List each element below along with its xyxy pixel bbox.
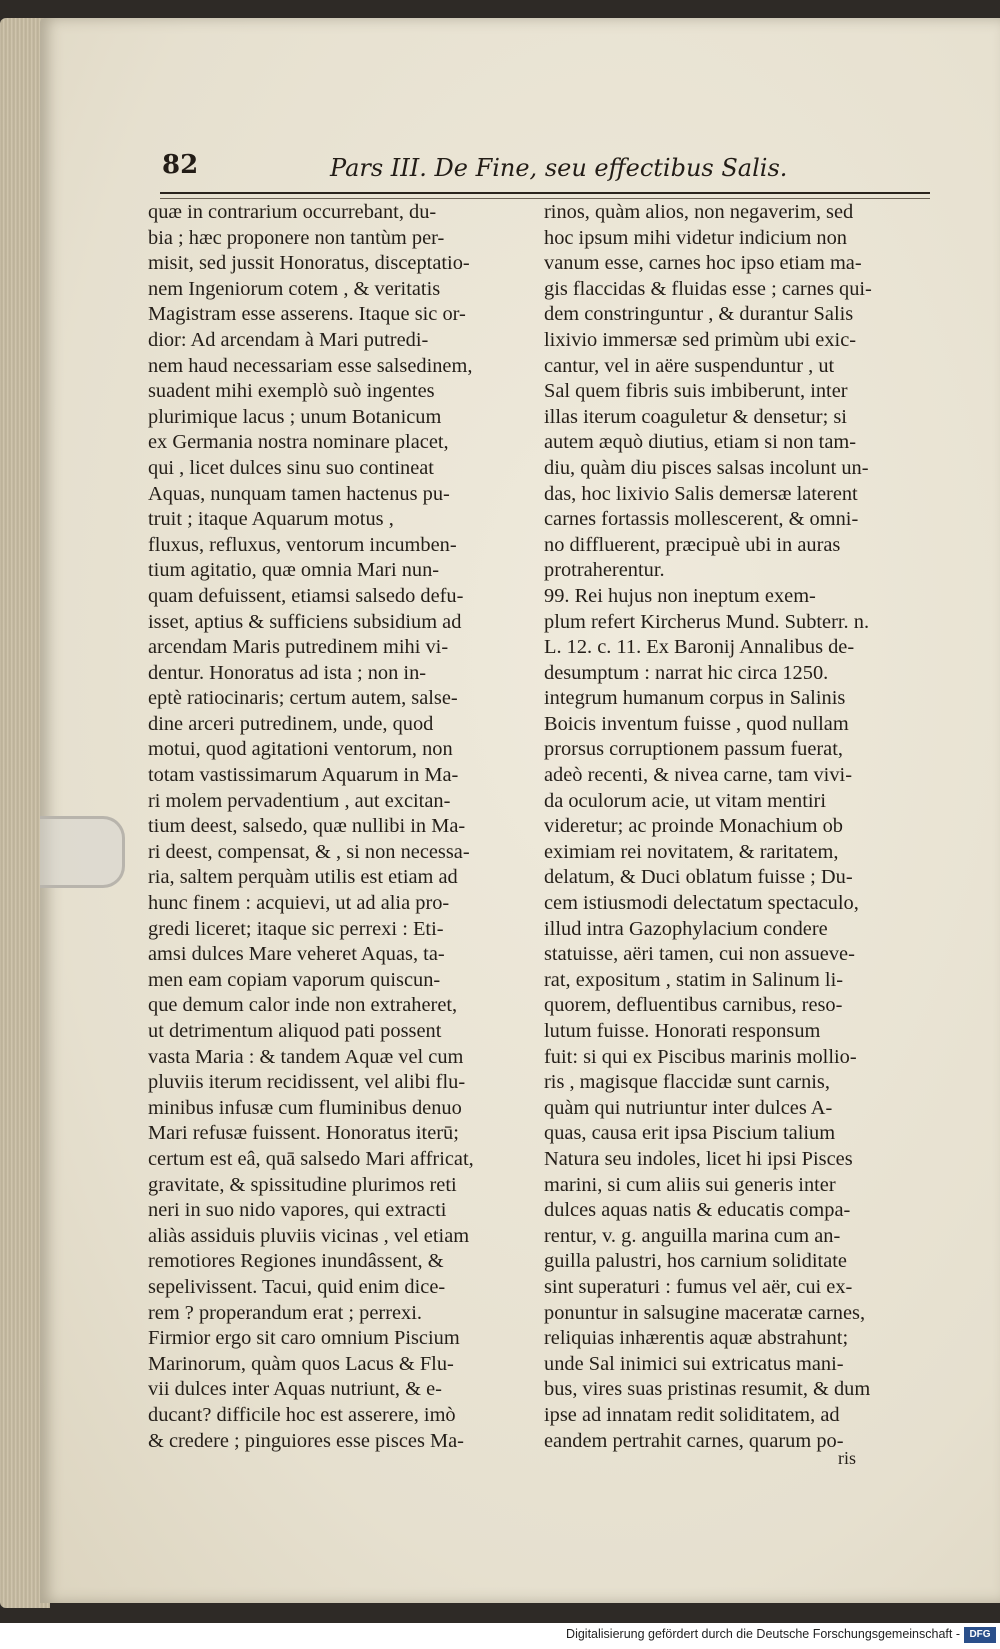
text-line: plum refert Kircherus Mund. Subterr. n. — [544, 610, 870, 633]
header-rule — [160, 192, 930, 199]
text-line: motui, quod agitationi ventorum, non — [148, 738, 453, 761]
dfg-logo: DFG — [964, 1627, 996, 1643]
text-line: ria, saltem perquàm utilis est etiam ad — [148, 866, 458, 889]
text-line: suadent mihi exemplò suò ingentes — [148, 380, 435, 403]
text-line: ris , magisque flaccidæ sunt carnis, — [544, 1071, 830, 1094]
text-line: rentur, v. g. anguilla marina cum an- — [544, 1224, 841, 1247]
text-line: Sal quem fibris suis imbiberunt, inter — [544, 380, 848, 403]
text-line: Firmior ergo sit caro omnium Piscium — [148, 1327, 460, 1350]
text-line: quas, causa erit ipsa Piscium talium — [544, 1122, 836, 1145]
text-line: Magistram esse asserens. Itaque sic or- — [148, 303, 466, 326]
footer-bar — [0, 1623, 1000, 1649]
text-line: rinos, quàm alios, non negaverim, sed — [544, 201, 854, 223]
text-line: hunc finem : acquievi, ut ad alia pro- — [148, 892, 450, 915]
text-line: nem haud necessariam esse salsedinem, — [148, 354, 473, 377]
running-title: Pars III. De Fine, seu effectibus Salis. — [330, 154, 788, 182]
text-line: marini, si cum aliis sui generis inter — [544, 1173, 836, 1196]
text-line: lixivio immersæ sed primùm ubi exic- — [544, 328, 857, 351]
text-line: dentur. Honoratus ad ista ; non in- — [148, 661, 427, 684]
text-line: dem constringuntur , & durantur Salis — [544, 303, 854, 326]
text-line: minibus infusæ cum fluminibus denuo — [148, 1096, 462, 1119]
left-text-column — [148, 200, 518, 1454]
text-line: dine arceri putredinem, unde, quod — [148, 712, 434, 735]
text-line: Aquas, nunquam tamen hactenus pu- — [148, 482, 450, 505]
text-line: gredi liceret; itaque sic perrexi : Eti- — [148, 917, 444, 940]
text-line: qui , licet dulces sinu suo contineat — [148, 456, 434, 479]
text-line: gravitate, & spissitudine plurimos reti — [148, 1173, 457, 1196]
text-line: desumptum : narrat hic circa 1250. — [544, 661, 829, 684]
text-line: da oculorum acie, ut vitam mentiri — [544, 789, 826, 812]
text-line: 99. Rei hujus non ineptum exem- — [544, 584, 816, 607]
text-line: eandem pertrahit carnes, quarum po- — [544, 1429, 844, 1452]
text-line: vasta Maria : & tandem Aquæ vel cum — [148, 1045, 464, 1068]
text-line: vanum esse, carnes hoc ipso etiam ma- — [544, 252, 862, 275]
text-line: ipse ad innatam redit soliditatem, ad — [544, 1403, 840, 1426]
text-line: integrum humanum corpus in Salinis — [544, 687, 846, 710]
text-line: ri deest, compensat, & , si non necessa- — [148, 840, 470, 863]
text-line: truit ; itaque Aquarum motus , — [148, 508, 394, 531]
text-line: fluxus, refluxus, ventorum incumben- — [148, 533, 457, 556]
text-line: illud intra Gazophylacium condere — [544, 917, 828, 940]
text-line: hoc ipsum mihi videtur indicium non — [544, 226, 848, 249]
text-line: isset, aptius & sufficiens subsidium ad — [148, 610, 462, 633]
text-line: men eam copiam vaporum quiscun- — [148, 968, 441, 991]
text-line: misit, sed jussit Honoratus, disceptatio- — [148, 252, 470, 275]
text-line: rem ? properandum erat ; perrexi. — [148, 1301, 423, 1324]
page-header — [150, 150, 930, 190]
text-line: ri molem pervadentium , aut excitan- — [148, 789, 451, 812]
text-line: das, hoc lixivio Salis demersæ laterent — [544, 482, 858, 505]
digitization-credit: Digitalisierung gefördert durch die Deutsche Forschungsgemeinschaft - — [566, 1627, 960, 1641]
text-line: sepelivissent. Tacui, quid enim dice- — [148, 1275, 446, 1298]
text-line: dulces aquas natis & educatis compa- — [544, 1199, 851, 1222]
text-line: cantur, vel in aëre suspenduntur , ut — [544, 354, 835, 377]
text-line: ut detrimentum aliquod pati possent — [148, 1020, 442, 1042]
text-line: sint superaturi : fumus vel aër, cui ex- — [544, 1275, 853, 1298]
text-line: bia ; hæc proponere non tantùm per- — [148, 226, 445, 249]
text-line: fuit: si qui ex Piscibus marinis mollio- — [544, 1045, 857, 1068]
text-line: dior: Ad arcendam à Mari putredi- — [148, 328, 429, 351]
text-line: lutum fuisse. Honorati responsum — [544, 1020, 821, 1042]
text-line: autem æquò diutius, etiam si non tam- — [544, 431, 857, 454]
text-line: illas iterum coaguletur & densetur; si — [544, 405, 847, 428]
text-line: bus, vires suas pristinas resumit, & dum — [544, 1378, 871, 1401]
text-line: certum est eâ, quā salsedo Mari affricat, — [148, 1147, 474, 1170]
text-line: nem Ingeniorum cotem , & veritatis — [148, 277, 441, 300]
text-line: Mari refusæ fuissent. Honoratus iterū; — [148, 1122, 459, 1145]
text-line: carnes fortassis mollescerent, & omni- — [544, 508, 859, 531]
text-line: L. 12. c. 11. Ex Baronij Annalibus de- — [544, 636, 855, 659]
text-line: vii dulces inter Aquas nutriunt, & e- — [148, 1378, 442, 1401]
text-line: guilla palustri, hos carnium soliditate — [544, 1250, 847, 1273]
right-text-column — [544, 200, 920, 1454]
text-line: aliàs assiduis pluviis vicinas , vel etiam — [148, 1224, 470, 1247]
text-line: neri in suo nido vapores, qui extracti — [148, 1199, 447, 1222]
text-line: arcendam Maris putredinem mihi vi- — [148, 636, 449, 659]
text-line: tium deest, salsedo, quæ nullibi in Ma- — [148, 815, 466, 838]
page-number: 82 — [162, 150, 199, 180]
text-line: Boicis inventum fuisse , quod nullam — [544, 712, 849, 735]
text-line: eximiam rei novitatem, & raritatem, — [544, 840, 839, 863]
text-line: plurimique lacus ; unum Botanicum — [148, 405, 442, 428]
text-line: adeò recenti, & nivea carne, tam vivi- — [544, 764, 852, 787]
text-line: remotiores Regiones inundâssent, & — [148, 1250, 444, 1273]
text-line: statuisse, aëri tamen, cui non assueve- — [544, 943, 855, 966]
text-line: que demum calor inde non extraheret, — [148, 994, 458, 1017]
text-line: tium agitatio, quæ omnia Mari nun- — [148, 559, 440, 582]
text-line: prorsus corruptionem passum fuerat, — [544, 738, 843, 761]
text-line: no diffluerent, præcipuè ubi in auras — [544, 533, 841, 556]
text-line: rat, expositum , statim in Salinum li- — [544, 968, 844, 991]
text-line: eptè ratiocinaris; certum autem, salse- — [148, 687, 458, 710]
text-line: cem istiusmodi delectatum spectaculo, — [544, 892, 859, 915]
text-line: ex Germania nostra nominare placet, — [148, 431, 449, 454]
text-line: videretur; ac proinde Monachium ob — [544, 815, 843, 838]
text-line: totam vastissimarum Aquarum in Ma- — [148, 764, 459, 787]
text-line: quorem, defluentibus carnibus, reso- — [544, 994, 843, 1017]
text-line: Natura seu indoles, licet hi ipsi Pisces — [544, 1147, 853, 1170]
catchword: ris — [838, 1448, 856, 1468]
text-line: quæ in contrarium occurrebant, du- — [148, 201, 437, 223]
text-line: unde Sal inimici sui extricatus mani- — [544, 1352, 844, 1375]
text-line: ponuntur in salsugine maceratæ carnes, — [544, 1301, 866, 1324]
text-line: & credere ; pinguiores esse pisces Ma- — [148, 1429, 464, 1452]
text-line: protraherentur. — [544, 559, 665, 582]
text-line: delatum, & Duci oblatum fuisse ; Du- — [544, 866, 853, 889]
text-line: gis flaccidas & fluidas esse ; carnes qui- — [544, 277, 872, 300]
text-line: amsi dulces Mare veheret Aquas, ta- — [148, 943, 445, 966]
text-line: Marinorum, quàm quos Lacus & Flu- — [148, 1352, 454, 1375]
text-line: quàm qui nutriuntur inter dulces A- — [544, 1096, 833, 1119]
page-clip — [40, 816, 125, 888]
text-line: ducant? difficile hoc est asserere, imò — [148, 1403, 456, 1426]
text-line: quam defuissent, etiamsi salsedo defu- — [148, 584, 464, 607]
text-line: diu, quàm diu pisces salsas incolunt un- — [544, 456, 869, 479]
text-line: reliquias inhærentis aquæ abstrahunt; — [544, 1327, 849, 1350]
text-line: pluviis iterum recidissent, vel alibi flu- — [148, 1071, 466, 1094]
